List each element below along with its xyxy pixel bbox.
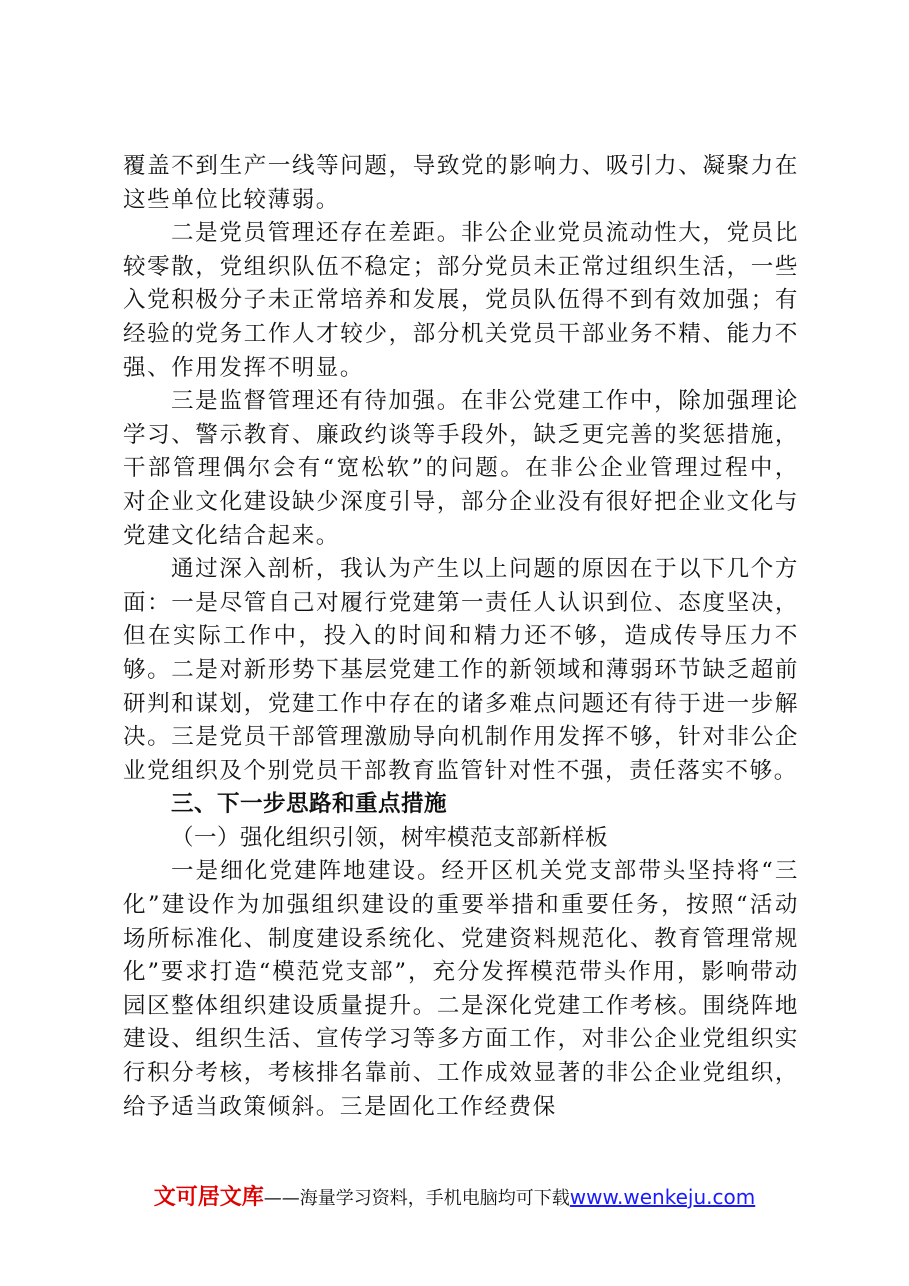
document-body <box>123 150 799 1124</box>
paragraph-cause-analysis: 通过深入剖析，我认为产生以上问题的原因在于以下几个方面：一是尽管自己对履行党建第一责任人认识到位、态度坚决，但在实际工作中，投入的时间和精力还不够，造成传导压力不够。二是对新形势下基层党建工作的新领域和薄弱环节缺乏超前研判和谋划，党建工作中存在的诸多难点问题还有待于进一步解决。三是党员干部管理激励导向机制作用发挥不够，针对非公企业党组织及个别党员干部教育监管针对性不强，责任落实不够。 <box>123 556 799 784</box>
paragraph-organization-building: 一是细化党建阵地建设。经开区机关党支部带头坚持将“三化”建设作为加强组织建设的重要举措和重要任务，按照“活动场所标准化、制度建设系统化、党建资料规范化、教育管理常规化”要求打造“模范党支部”，充分发挥模范带头作用，影响带动园区整体组织建设质量提升。二是深化党建工作考核。围绕阵地建设、组织生活、宣传学习等多方面工作，对非公企业党组织实行积分考核，考核排名靠前、工作成效显著的非公企业党组织，给予适当政策倾斜。三是固化工作经费保 <box>123 858 799 1120</box>
footer-brand: 文可居文库 <box>153 1185 264 1210</box>
subsection-heading: （一）强化组织引领，树牢模范支部新样板 <box>171 824 609 851</box>
section-heading: 三、下一步思路和重点措施 <box>171 791 448 818</box>
footer-website-link[interactable]: www.wenkeju.com <box>569 1185 756 1209</box>
paragraph-continued: 覆盖不到生产一线等问题，导致党的影响力、吸引力、凝聚力在这些单位比较薄弱。 <box>123 153 799 213</box>
footer-banner <box>0 1180 909 1211</box>
paragraph-party-member-management: 二是党员管理还存在差距。非公企业党员流动性大，党员比较零散，党组织队伍不稳定；部分党员未正常过组织生活，一些入党积极分子未正常培养和发展，党员队伍得不到有效加强；有经验的党务工作人才较少，部分机关党员干部业务不精、能力不强、作用发挥不明显。 <box>123 220 799 381</box>
footer-slogan: ——海量学习资料，手机电脑均可下载 <box>263 1188 570 1209</box>
paragraph-supervision-management: 三是监督管理还有待加强。在非公党建工作中，除加强理论学习、警示教育、廉政约谈等手段外，缺乏更完善的奖惩措施，干部管理偶尔会有“宽松软”的问题。在非公企业管理过程中，对企业文化建设缺少深度引导，部分企业没有很好把企业文化与党建文化结合起来。 <box>123 388 799 549</box>
